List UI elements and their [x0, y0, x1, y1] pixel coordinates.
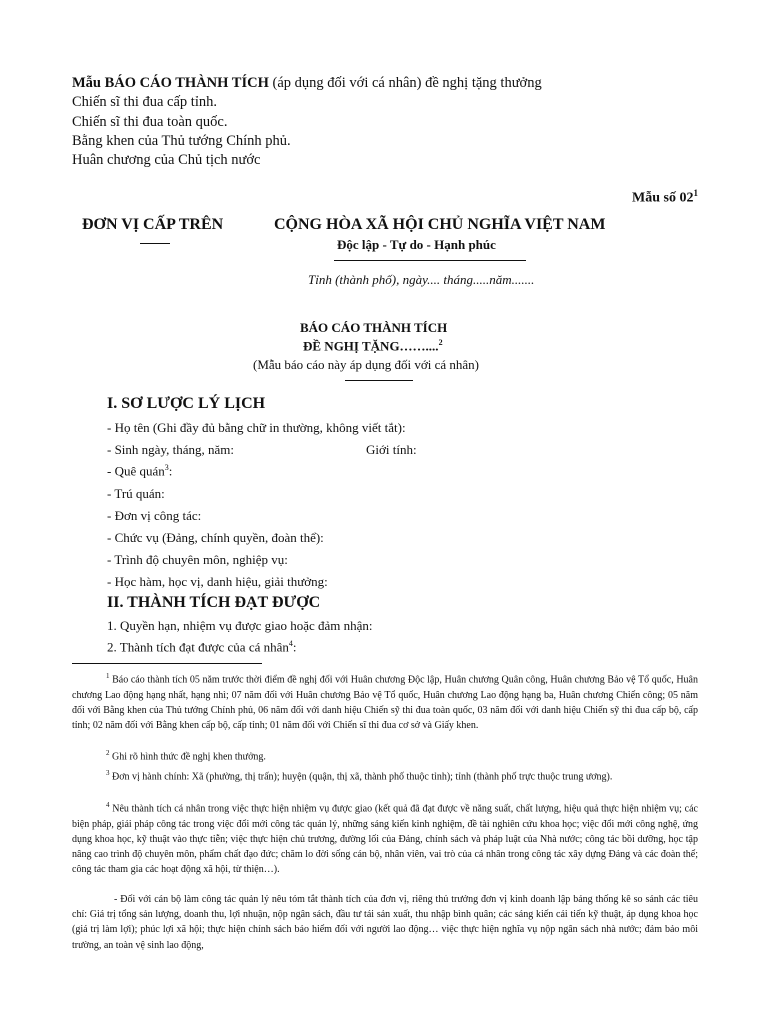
footnote-number: 4	[106, 801, 110, 809]
footnote-text: Báo cáo thành tích 05 năm trước thời điểm đề nghị đối với Huân chương Độc lập, Huân chương Quân công, Huân chương Bảo vệ Tổ quốc, Huân chương Lao động hạng nhất, hạng nhì; 07 năm đối với Huân chương Bảo vệ Tổ quốc, Huân chương Lao động hạng ba, Huân chương Chiến công; 05 năm đối với Bằng khen của Thủ tướng Chính phủ, 06 năm đối với danh hiệu Chiến sỹ thi đua toàn quốc, 03 năm đối với danh hiệu Chiến sỹ thi đua cấp bộ, cấp tỉnh; 02 năm đối với Bằng khen cấp bộ, cấp tỉnh; 01 năm đối với Chiến sĩ thi đua cơ sở và Giấy khen.	[72, 674, 698, 731]
title-underline	[345, 380, 413, 381]
field-achievements	[107, 639, 297, 655]
report-scope-note: (Mẫu báo cáo này áp dụng đối với cá nhân)	[253, 357, 479, 372]
field-qualification: - Trình độ chuyên môn, nghiệp vụ:	[107, 552, 288, 567]
field-achievements-label: 2. Thành tích đạt được của cá nhân	[107, 639, 289, 655]
footnote-2	[72, 746, 698, 765]
footnote-ref: 4	[288, 639, 293, 648]
republic-name: CỘNG HÒA XÃ HỘI CHỦ NGHĨA VIỆT NAM	[274, 216, 606, 233]
field-hometown-label: - Quê quán	[107, 463, 165, 479]
footnote-3	[72, 766, 698, 785]
footnote-ref: 2	[438, 338, 443, 347]
report-title: BÁO CÁO THÀNH TÍCH	[300, 320, 448, 335]
footnote-number: 3	[106, 769, 110, 777]
footnote-4-continued	[72, 892, 698, 953]
report-subtitle	[303, 338, 443, 354]
intro-line: Bằng khen của Thủ tướng Chính phủ.	[72, 133, 291, 149]
field-birth-date: - Sinh ngày, tháng, năm:	[107, 442, 234, 457]
intro-line: Chiến sĩ thi đua toàn quốc.	[72, 114, 228, 130]
field-duties: 1. Quyền hạn, nhiệm vụ được giao hoặc đảm nhận:	[107, 618, 373, 633]
form-number-text: Mẫu số 02	[632, 190, 694, 206]
field-position: - Chức vụ (Đảng, chính quyền, đoàn thể):	[107, 530, 324, 545]
field-hometown-colon: :	[168, 463, 173, 479]
field-full-name: - Họ tên (Ghi đầy đủ bằng chữ in thường, không viết tắt):	[107, 420, 406, 435]
field-residence: - Trú quán:	[107, 486, 165, 501]
footnote-text: Ghi rõ hình thức đề nghị khen thưởng.	[112, 751, 266, 763]
footnote-number: 1	[106, 672, 110, 680]
intro-heading-bold: Mẫu BÁO CÁO THÀNH TÍCH	[72, 75, 269, 91]
field-gender: Giới tính:	[366, 442, 417, 457]
section-heading-2: II. THÀNH TÍCH ĐẠT ĐƯỢC	[107, 594, 321, 611]
field-achievements-colon: :	[292, 639, 297, 655]
footnote-separator	[72, 663, 262, 664]
section-heading-1: I. SƠ LƯỢC LÝ LỊCH	[107, 395, 266, 412]
footnote-text: Nêu thành tích cá nhân trong việc thực hiện nhiệm vụ được giao (kết quả đã đạt được về năng suất, chất lượng, hiệu quả thực hiện nhiệm vụ; các biện pháp, giải pháp công tác trong việc đổi mới công tác quản lý, những sáng kiến kinh nghiệm, đề tài nghiên cứu khoa học; việc đổi mới công nghệ, ứng dụng khoa học, kỹ thuật vào thực tiễn; việc thực hiện chủ trương, đường lối của Đảng, chính sách và pháp luật của Nhà nước; công tác bồi dưỡng, học tập nâng cao trình độ chuyên môn, phẩm chất đạo đức; chăm lo đời sống cán bộ, nhân viên, vai trò của cá nhân trong công tác xây dựng Đảng và các đoàn thể; công tác tham gia các hoạt động xã hội, từ thiện…).	[72, 803, 698, 876]
footnote-ref: 3	[164, 463, 169, 472]
intro-line: Huân chương của Chủ tịch nước	[72, 152, 261, 168]
national-motto: Độc lập - Tự do - Hạnh phúc	[337, 237, 496, 252]
intro-heading	[72, 74, 542, 93]
unit-underline	[140, 243, 170, 244]
field-hometown	[107, 463, 172, 479]
report-subtitle-text: ĐỀ NGHỊ TẶNG……....	[303, 338, 439, 354]
intro-line: Chiến sĩ thi đua cấp tỉnh.	[72, 94, 217, 110]
unit-name: ĐƠN VỊ CẤP TRÊN	[82, 216, 224, 233]
footnote-ref: 1	[693, 188, 698, 198]
footnote-text: - Đối với cán bộ làm công tác quản lý nêu tóm tắt thành tích của đơn vị, riêng thủ trưởng đơn vị kinh doanh lập bảng thống kê so sánh các tiêu chí: Giá trị tổng sản lượng, doanh thu, lợi nhuận, nộp ngân sách, đầu tư tái sản xuất, thu nhập bình quân; các sáng kiến cải tiến kỹ thuật, áp dụng khoa học (giá trị làm lợi); phúc lợi xã hội; thực hiện chính sách bảo hiểm đối với người lao động… việc thực hiện nghĩa vụ nộp ngân sách nhà nước; đảm bảo môi trường, an toàn vệ sinh lao động,	[72, 894, 698, 951]
footnote-number: 2	[106, 749, 110, 757]
footnote-1	[72, 669, 698, 733]
form-number	[632, 188, 698, 207]
field-work-unit: - Đơn vị công tác:	[107, 508, 202, 523]
intro-heading-rest: (áp dụng đối với cá nhân) đề nghị tặng thưởng	[268, 75, 542, 91]
place-date-line: Tỉnh (thành phố), ngày.... tháng.....năm.......	[308, 272, 535, 287]
footnote-4	[72, 798, 698, 877]
field-academic-titles: - Học hàm, học vị, danh hiệu, giải thưởng:	[107, 574, 328, 589]
footnote-text: Đơn vị hành chính: Xã (phường, thị trấn); huyện (quận, thị xã, thành phố thuộc tỉnh); tỉnh (thành phố trực thuộc trung ương).	[112, 771, 613, 783]
motto-underline	[334, 260, 526, 261]
